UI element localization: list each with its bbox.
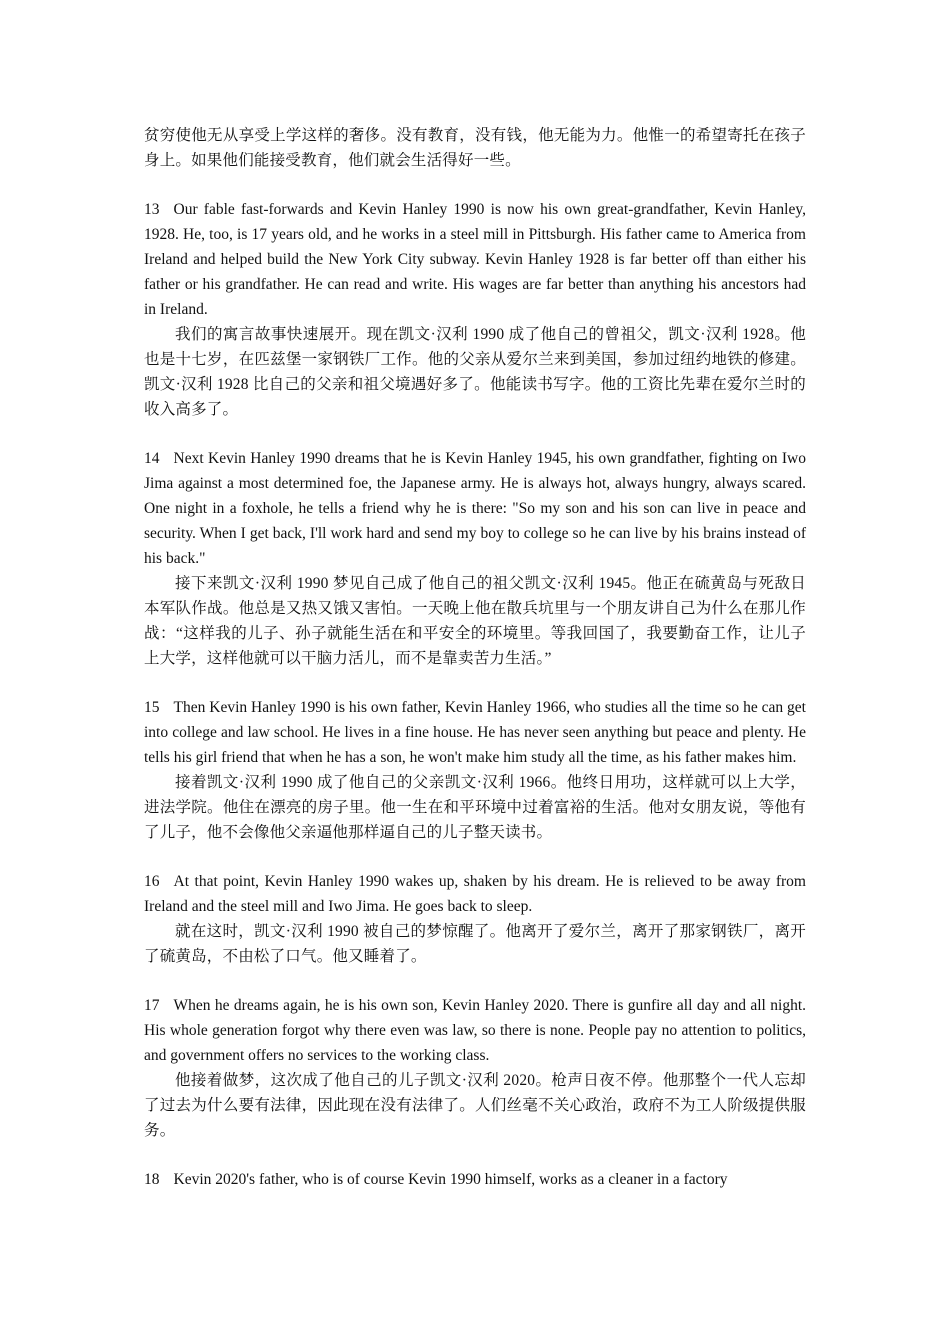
paragraph-number: 15: [144, 699, 160, 716]
paragraph-en-15: [144, 695, 806, 770]
paragraph-zh-continued: 贫穷使他无从享受上学这样的奢侈。没有教育，没有钱，他无能为力。他惟一的希望寄托在孩子身上。如果他们能接受教育，他们就会生活得好一些。: [144, 127, 806, 169]
paragraph-number: 13: [144, 201, 160, 218]
paragraph-text: Next Kevin Hanley 1990 dreams that he is Kevin Hanley 1945, his own grandfather, fighting on Iwo Jima against a most determined foe, the Japanese army. He is always hot, always hungry, always scared. One night in a foxhole, he tells a friend why he is there: "So my son and his son can live in peace and security. When I get back, I'll work hard and send my boy to college so he can live by his brains instead of his back.": [144, 450, 806, 567]
paragraph-en-18: [144, 1167, 806, 1192]
paragraph-zh-15: 接着凯文·汉利 1990 成了他自己的父亲凯文·汉利 1966。他终日用功，这样就可以上大学，进法学院。他住在漂亮的房子里。他一生在和平环境中过着富裕的生活。他对女朋友说，等他有了儿子，他不会像他父亲逼他那样逼自己的儿子整天读书。: [144, 774, 806, 841]
paragraph-text: Our fable fast-forwards and Kevin Hanley 1990 is now his own great-grandfather, Kevin Hanley, 1928. He, too, is 17 years old, and he works in a steel mill in Pittsburgh. His father came to America from Ireland and helped build the New York City subway. Kevin Hanley 1928 is far better off than either his father or his grandfather. He can read and write. His wages are far better than anything his ancestors had in Ireland.: [144, 201, 806, 318]
paragraph-number: 16: [144, 873, 160, 890]
paragraph-text: When he dreams again, he is his own son, Kevin Hanley 2020. There is gunfire all day and all night. His whole generation forgot why there even was law, so there is none. People pay no attention to politics, and government offers no services to the working class.: [144, 997, 806, 1064]
paragraph-text: Kevin 2020's father, who is of course Kevin 1990 himself, works as a cleaner in a factory: [173, 1171, 728, 1188]
paragraph-number: 17: [144, 997, 160, 1014]
paragraph-en-16: [144, 869, 806, 919]
paragraph-zh-13: 我们的寓言故事快速展开。现在凯文·汉利 1990 成了他自己的曾祖父，凯文·汉利 1928。他也是十七岁，在匹兹堡一家钢铁厂工作。他的父亲从爱尔兰来到美国，参加过纽约地铁的修建。凯文·汉利 1928 比自己的父亲和祖父境遇好多了。他能读书写字。他的工资比先辈在爱尔兰时的收入高多了。: [144, 326, 806, 418]
paragraph-text: At that point, Kevin Hanley 1990 wakes up, shaken by his dream. He is relieved to be away from Ireland and the steel mill and Iwo Jima. He goes back to sleep.: [144, 873, 806, 915]
paragraph-number: 18: [144, 1171, 160, 1188]
paragraph-text: Then Kevin Hanley 1990 is his own father, Kevin Hanley 1966, who studies all the time so he can get into college and law school. He lives in a fine house. He has never seen anything but peace and plenty. He tells his girl friend that when he has a son, he won't make him study all the time, as his father makes him.: [144, 699, 806, 766]
paragraph-en-14: [144, 446, 806, 571]
paragraph-number: 14: [144, 450, 160, 467]
paragraph-zh-14: 接下来凯文·汉利 1990 梦见自己成了他自己的祖父凯文·汉利 1945。他正在硫黄岛与死敌日本军队作战。他总是又热又饿又害怕。一天晚上他在散兵坑里与一个朋友讲自己为什么在那儿作战：“这样我的儿子、孙子就能生活在和平安全的环境里。等我回国了，我要勤奋工作，让儿子上大学，这样他就可以干脑力活儿，而不是靠卖苦力生活。”: [144, 575, 806, 667]
document-body: [144, 123, 806, 1192]
paragraph-zh-17: 他接着做梦，这次成了他自己的儿子凯文·汉利 2020。枪声日夜不停。他那整个一代人忘却了过去为什么要有法律，因此现在没有法律了。人们丝毫不关心政治，政府不为工人阶级提供服务。: [144, 1072, 806, 1139]
paragraph-en-17: [144, 993, 806, 1068]
paragraph-zh-16: 就在这时，凯文·汉利 1990 被自己的梦惊醒了。他离开了爱尔兰，离开了那家钢铁厂，离开了硫黄岛，不由松了口气。他又睡着了。: [144, 923, 806, 965]
paragraph-en-13: [144, 197, 806, 322]
